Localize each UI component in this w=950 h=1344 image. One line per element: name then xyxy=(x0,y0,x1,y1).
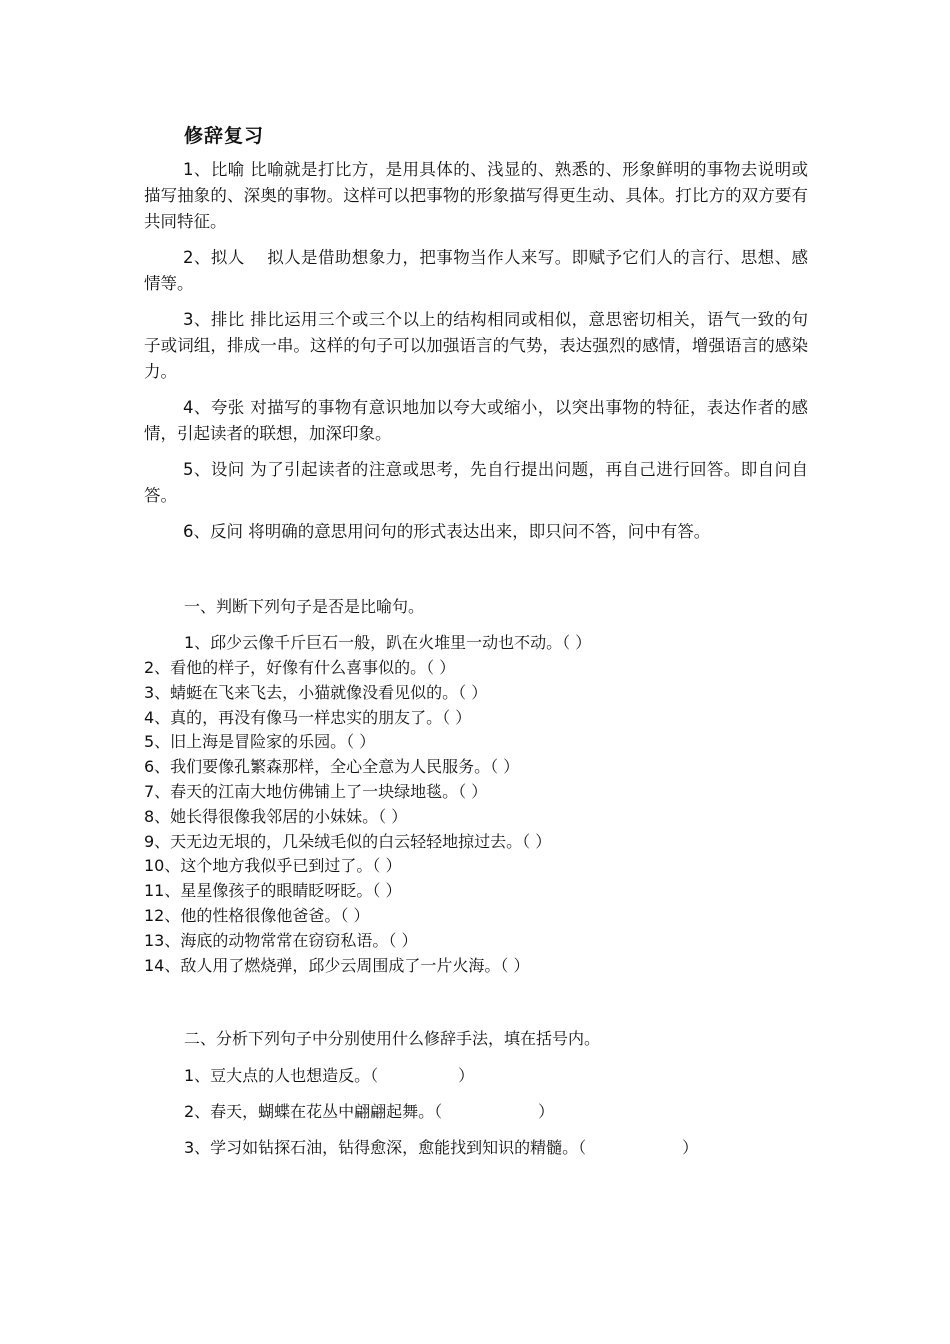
section1-question: 9、天无边无垠的，几朵绒毛似的白云轻轻地掠过去。（ ） xyxy=(144,831,552,851)
definition-personification: 2、拟人 拟人是借助想象力，把事物当作人来写。即赋予它们人的言行、思想、感情等。 xyxy=(144,248,808,293)
section2-question: 2、春天，蝴蝶在花丛中翩翩起舞。（ ） xyxy=(184,1102,555,1121)
definition-rhetorical-question: 6、反问 将明确的意思用问句的形式表达出来，即只问不答，问中有答。 xyxy=(183,522,711,541)
section2-question: 1、豆大点的人也想造反。（ ） xyxy=(184,1066,475,1085)
section1-question: 13、海底的动物常常在窃窃私语。（ ） xyxy=(144,930,418,950)
definition-hyperbole: 4、夸张 对描写的事物有意识地加以夸大或缩小，以突出事物的特征，表达作者的感情，引起读者的联想，加深印象。 xyxy=(144,398,808,443)
section1-question: 12、他的性格很像他爸爸。（ ） xyxy=(144,905,370,925)
section1-question-list xyxy=(144,630,824,978)
section1-question: 14、敌人用了燃烧弹，邱少云周围成了一片火海。（ ） xyxy=(144,955,530,975)
definition-simile: 1、比喻 比喻就是打比方，是用具体的、浅显的、熟悉的、形象鲜明的事物去说明或描写抽象的、深奥的事物。这样可以把事物的形象描写得更生动、具体。打比方的双方要有共同特征。 xyxy=(144,160,808,231)
definition-parallelism: 3、排比 排比运用三个或三个以上的结构相同或相似，意思密切相关，语气一致的句子或词组，排成一串。这样的句子可以加强语言的气势，表达强烈的感情，增强语言的感染力。 xyxy=(144,310,808,381)
section2-question-list xyxy=(184,1063,824,1171)
section1-question: 6、我们要像孔繁森那样，全心全意为人民服务。（ ） xyxy=(144,757,520,777)
section1-heading: 一、判断下列句子是否是比喻句。 xyxy=(184,597,425,616)
section1-question: 4、真的，再没有像马一样忠实的朋友了。（ ） xyxy=(144,707,472,727)
section1-question: 5、旧上海是冒险家的乐园。（ ） xyxy=(144,732,376,752)
section1-question: 1、邱少云像千斤巨石一般，趴在火堆里一动也不动。（ ） xyxy=(184,633,592,652)
definition-rhetorical-question-answer: 5、设问 为了引起读者的注意或思考，先自行提出问题，再自己进行回答。即自问自答。 xyxy=(144,460,808,505)
definitions-list xyxy=(144,157,808,555)
section1-question: 7、春天的江南大地仿佛铺上了一块绿地毯。（ ） xyxy=(144,781,488,801)
page-title: 修辞复习 xyxy=(184,125,265,147)
section1-question: 10、这个地方我似乎已到过了。（ ） xyxy=(144,856,402,876)
section2-question: 3、学习如钻探石油，钻得愈深，愈能找到知识的精髓。（ ） xyxy=(184,1138,699,1157)
section1-question: 2、看他的样子，好像有什么喜事似的。（ ） xyxy=(144,658,456,677)
section1-question: 3、蜻蜓在飞来飞去，小猫就像没看见似的。（ ） xyxy=(144,682,488,702)
section2-heading: 二、分析下列句子中分别使用什么修辞手法，填在括号内。 xyxy=(184,1029,601,1048)
section1-question: 8、她长得很像我邻居的小妹妹。（ ） xyxy=(144,806,408,826)
section1-question: 11、星星像孩子的眼睛眨呀眨。（ ） xyxy=(144,881,402,901)
